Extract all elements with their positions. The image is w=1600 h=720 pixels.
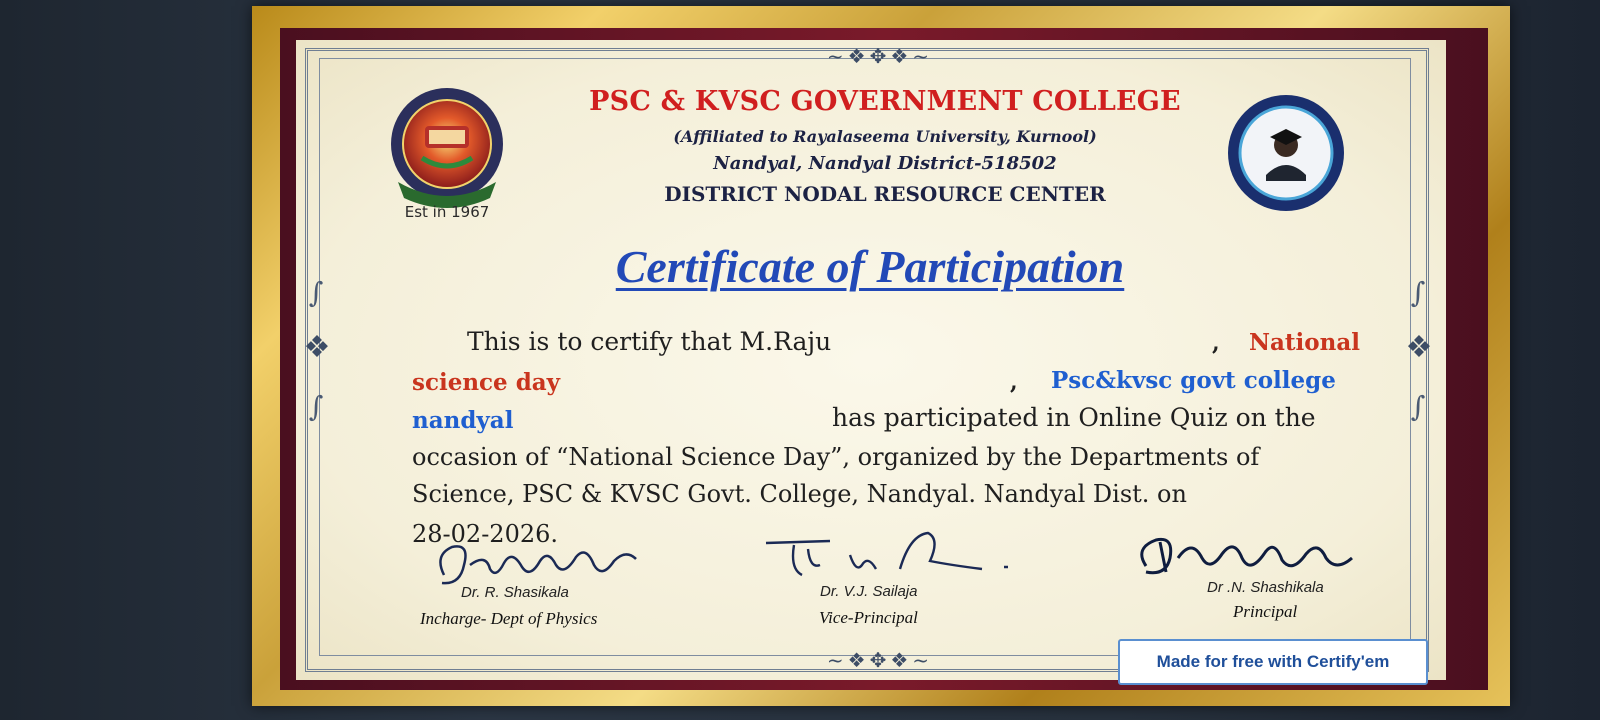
certifyem-badge[interactable] <box>1118 639 1428 685</box>
signatory-name: Dr .N. Shashikala <box>1207 579 1324 596</box>
right-scroll-icon: ∫ <box>1410 276 1426 309</box>
left-scroll-icon: ∫ <box>308 276 324 309</box>
signatory-role: Principal <box>1233 602 1298 621</box>
signature-vice-principal <box>760 525 1030 585</box>
college-seal-logo <box>384 86 510 212</box>
date-text: 28-02-2026. <box>412 520 559 548</box>
left-scroll-icon: ∫ <box>308 390 324 423</box>
signatory-name: Dr. R. Shasikala <box>461 584 569 601</box>
top-ornament-icon: ~❖✥❖~ <box>826 44 934 68</box>
right-ornament-icon: ❖ <box>1405 330 1433 365</box>
comma: , <box>1010 369 1018 395</box>
participant-college-part1: Psc&kvsc govt college <box>1051 367 1336 394</box>
nodal-center-logo <box>1226 93 1346 213</box>
bottom-ornament-icon: ~❖✥❖~ <box>826 648 934 672</box>
signature-principal <box>1130 528 1370 584</box>
organizer-text: Science, PSC & KVSC Govt. College, Nandyal. Nandyal Dist. on <box>412 480 1187 508</box>
est-year: Est in 1967 <box>404 203 490 221</box>
comma: , <box>1212 330 1220 356</box>
participant-college-part2: nandyal <box>412 407 514 434</box>
participation-text: has participated in Online Quiz on the <box>832 403 1316 432</box>
event-name-part1: National <box>1249 329 1360 356</box>
certificate-title: Certificate of Participation <box>615 241 1125 292</box>
center-name: DISTRICT NODAL RESOURCE CENTER <box>664 182 1106 206</box>
left-ornament-icon: ❖ <box>303 330 331 365</box>
college-name: PSC & KVSC GOVERNMENT COLLEGE <box>589 86 1181 117</box>
signatory-role: Incharge- Dept of Physics <box>420 609 598 628</box>
college-address: Nandyal, Nandyal District-518502 <box>713 153 1057 174</box>
signatory-name: Dr. V.J. Sailaja <box>820 583 918 600</box>
right-scroll-icon: ∫ <box>1410 390 1426 423</box>
certify-text: This is to certify that M.Raju <box>467 327 832 356</box>
badge-label: Made for free with Certify'em <box>1156 652 1390 671</box>
affiliation-text: (Affiliated to Rayalaseema University, Kurnool) <box>673 127 1097 146</box>
event-name-part2: science day <box>412 369 561 396</box>
signatory-role: Vice-Principal <box>819 608 918 627</box>
occasion-text: occasion of “National Science Day”, organized by the Departments of <box>412 443 1260 471</box>
